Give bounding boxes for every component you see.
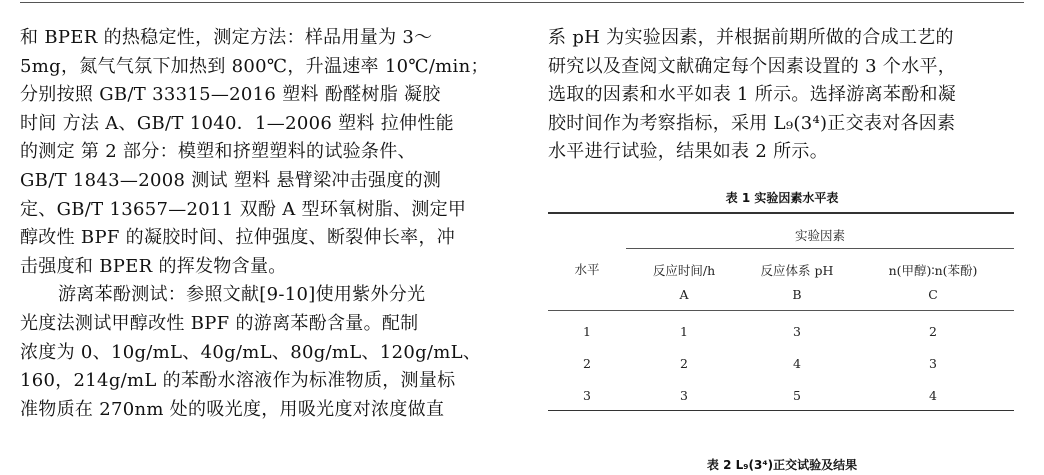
body-text-line: 研究以及查阅文献确定每个因素设置的 3 个水平， <box>548 55 957 77</box>
row-value-a: 1 <box>680 324 688 339</box>
row-level: 1 <box>583 324 591 339</box>
factor-letter-b: B <box>792 287 802 302</box>
level-header: 水平 <box>574 262 600 277</box>
body-text-line: 分别按照 GB/T 33315—2016 塑料 酚醛树脂 凝胶 <box>20 84 441 106</box>
table1-caption: 表 1 实验因素水平表 <box>725 191 839 205</box>
group-header: 实验因素 <box>794 228 845 243</box>
body-text-line: 定、GB/T 13657—2011 双酚 A 型环氧树脂、测定甲 <box>20 198 467 220</box>
table-bottom-rule <box>548 410 1014 411</box>
row-value-a: 2 <box>680 356 688 371</box>
body-text-line: 醇改性 BPF 的凝胶时间、拉伸强度、断裂伸长率，冲 <box>20 227 456 249</box>
row-value-c: 3 <box>929 356 937 371</box>
body-text-line: 击强度和 BPER 的挥发物含量。 <box>20 255 287 277</box>
table1 <box>548 212 1014 412</box>
row-value-b: 4 <box>793 356 801 371</box>
body-text-line: 160，214g/mL 的苯酚水溶液作为标准物质，测量标 <box>20 370 456 392</box>
right-column <box>548 24 1016 167</box>
row-value-a: 3 <box>680 388 688 403</box>
row-value-b: 3 <box>793 324 801 339</box>
body-text-line: 胶时间作为考察指标，采用 L₉(3⁴)正交表对各因素 <box>548 112 956 134</box>
factor-header-a: 反应时间/h <box>652 263 716 278</box>
table-top-rule <box>548 212 1014 214</box>
page-top-rule <box>20 2 1024 3</box>
factor-letter-a: A <box>679 287 689 302</box>
body-text-line: 系 pH 为实验因素，并根据前期所做的合成工艺的 <box>548 27 954 48</box>
group-header-rule <box>626 248 1014 249</box>
row-value-c: 4 <box>929 388 937 403</box>
row-level: 3 <box>583 388 591 403</box>
body-text-line: 光度法测试甲醇改性 BPF 的游离苯酚含量。配制 <box>20 312 419 334</box>
body-text-line: 和 BPER 的热稳定性，测定方法：样品用量为 3～ <box>20 27 433 48</box>
body-text-line: GB/T 1843—2008 测试 塑料 悬臂梁冲击强度的测 <box>20 169 442 191</box>
body-text-line: 5mg，氮气气氛下加热到 800℃，升温速率 10℃/min； <box>20 55 489 77</box>
body-text-line: 游离苯酚测试：参照文献[9-10]使用紫外分光 <box>58 284 426 306</box>
row-level: 2 <box>583 356 591 371</box>
header-bottom-rule <box>548 310 1014 311</box>
body-text-line: 选取的因素和水平如表 1 所示。选择游离苯酚和凝 <box>548 84 957 106</box>
row-value-b: 5 <box>793 388 801 403</box>
table2-caption: 表 2 L₉(3⁴)正交试验及结果 <box>706 458 858 472</box>
body-text-line: 浓度为 0、10g/mL、40g/mL、80g/mL、120g/mL、 <box>20 341 482 363</box>
factor-letter-c: C <box>928 287 938 302</box>
body-text-line: 准物质在 270nm 处的吸光度，用吸光度对浓度做直 <box>20 398 445 420</box>
left-column <box>20 24 494 424</box>
body-text-line: 的测定 第 2 部分：模塑和挤塑塑料的试验条件、 <box>20 141 416 163</box>
factor-header-c: n(甲醇)∶n(苯酚) <box>888 263 978 278</box>
body-text-line: 时间 方法 A、GB/T 1040．1—2006 塑料 拉伸性能 <box>20 112 454 134</box>
row-value-c: 2 <box>929 324 937 339</box>
body-text-line: 水平进行试验，结果如表 2 所示。 <box>548 141 828 163</box>
factor-header-b: 反应体系 pH <box>760 263 834 278</box>
